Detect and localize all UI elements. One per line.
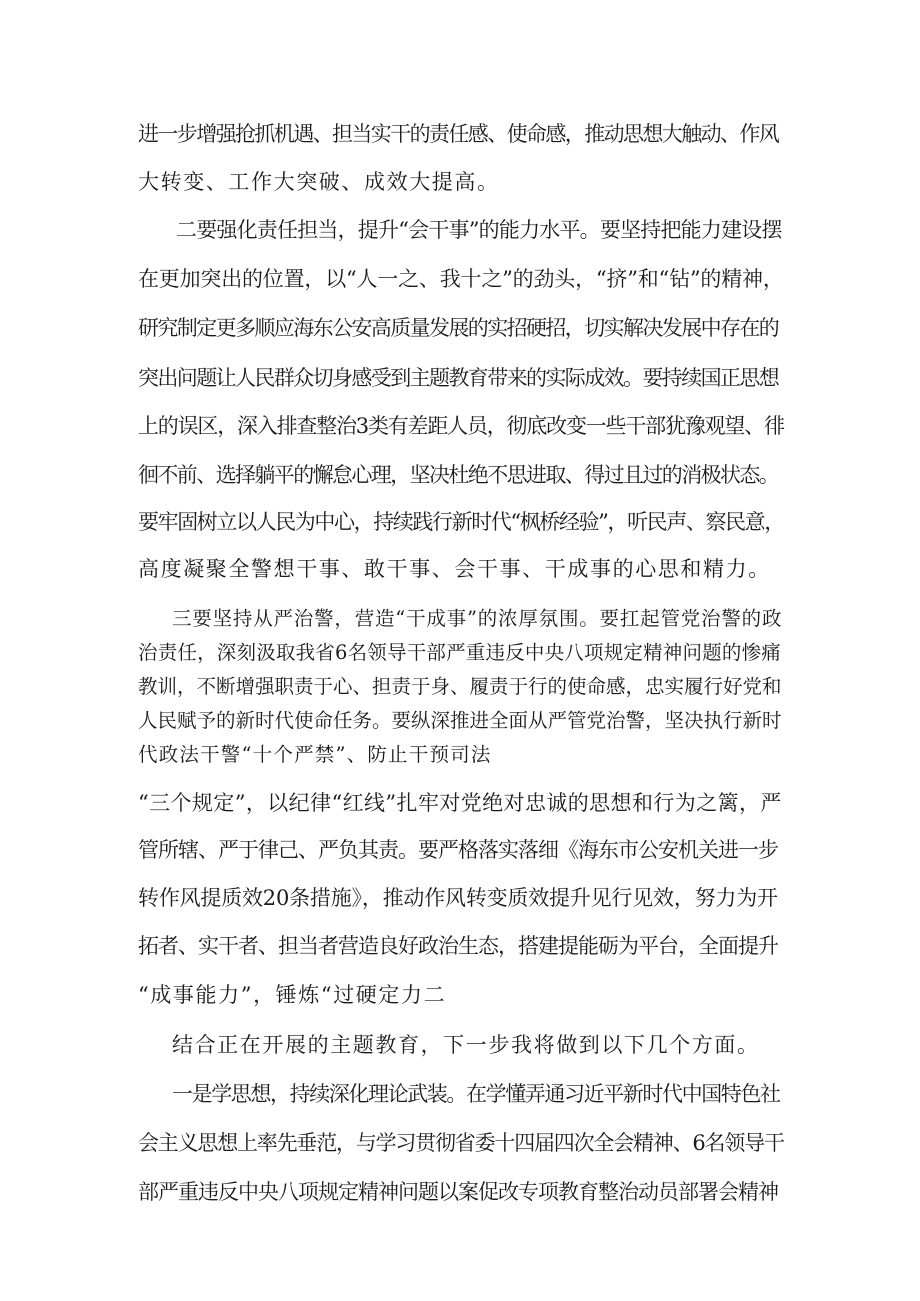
text-line: 高度凝聚全警想干事、敢干事、会干事、干成事的心思和精力。 — [138, 557, 771, 581]
text-line: 部严重违反中央八项规定精神问题以案促改专项教育整治动员部署会精神 — [138, 1180, 778, 1204]
text-line: 管所辖、严于律己、严负其责。要严格落实落细《海东市公安机关进一步 — [138, 838, 778, 862]
paragraph-first-line: 结合正在开展的主题教育，下一步我将做到以下几个方面。 — [172, 1033, 760, 1057]
paragraph-first-line: 一是学思想，持续深化理论武装。在学懂弄通习近平新时代中国特色社 — [172, 1082, 780, 1106]
text-line: 上的误区，深入排查整治3类有差距人员，彻底改变一些干部犹豫观望、徘 — [138, 414, 784, 438]
text-line: 在更加突出的位置，以“人一之、我十之”的劲头，“挤”和“钻”的精神， — [138, 267, 784, 291]
text-line: “成事能力”，锤炼“过硬定力二 — [138, 983, 447, 1007]
text-line: 代政法干警“十个严禁”、防止干预司法 — [138, 743, 492, 766]
text-line: “三个规定”，以纪律“红线”扎牢对党绝对忠诚的思想和行为之篱，严 — [138, 791, 782, 815]
text-line: 大转变、工作大突破、成效大提高。 — [138, 170, 500, 194]
paragraph-first-line: 二要强化责任担当，提升“会干事”的能力水平。要坚持把能力建设摆 — [176, 218, 782, 242]
text-line: 徊不前、选择躺平的懈怠心理，坚决杜绝不思进取、得过且过的消极状态。 — [138, 463, 779, 487]
text-line: 转作风提质效20条措施》，推动作风转变质效提升见行见效，努力为开 — [138, 886, 778, 910]
text-line: 进一步增强抢抓机遇、担当实干的责任感、使命感，推动思想大触动、作风 — [138, 122, 779, 146]
text-line: 突出问题让人民群众切身感受到主题教育带来的实际成效。要持续国正思想 — [138, 366, 779, 390]
text-line: 教训，不断增强职责于心、担责于身、履责于行的使命感，忠实履行好党和 — [138, 675, 782, 698]
text-line: 拓者、实干者、担当者营造良好政治生态，搭建提能砺为平台，全面提升 — [138, 934, 778, 958]
text-line: 会主义思想上率先垂范，与学习贯彻省委十四届四次全会精神、6名领导干 — [138, 1131, 784, 1155]
text-line: 研究制定更多顺应海东公安高质量发展的实招硬招，切实解决发展中存在的 — [138, 316, 779, 340]
text-line: 治责任，深刻汲取我省6名领导干部严重违反中央八项规定精神问题的惨痛 — [138, 641, 782, 664]
text-line: 人民赋予的新时代使命任务。要纵深推进全面从严管党治警，坚决执行新时 — [138, 709, 782, 732]
paragraph-first-line: 三要坚持从严治警，营造“干成事”的浓厚氛围。要扛起管党治警的政 — [172, 607, 783, 630]
text-line: 要牢固树立以人民为中心，持续践行新时代“枫桥经验”，听民声、察民意， — [138, 510, 784, 534]
